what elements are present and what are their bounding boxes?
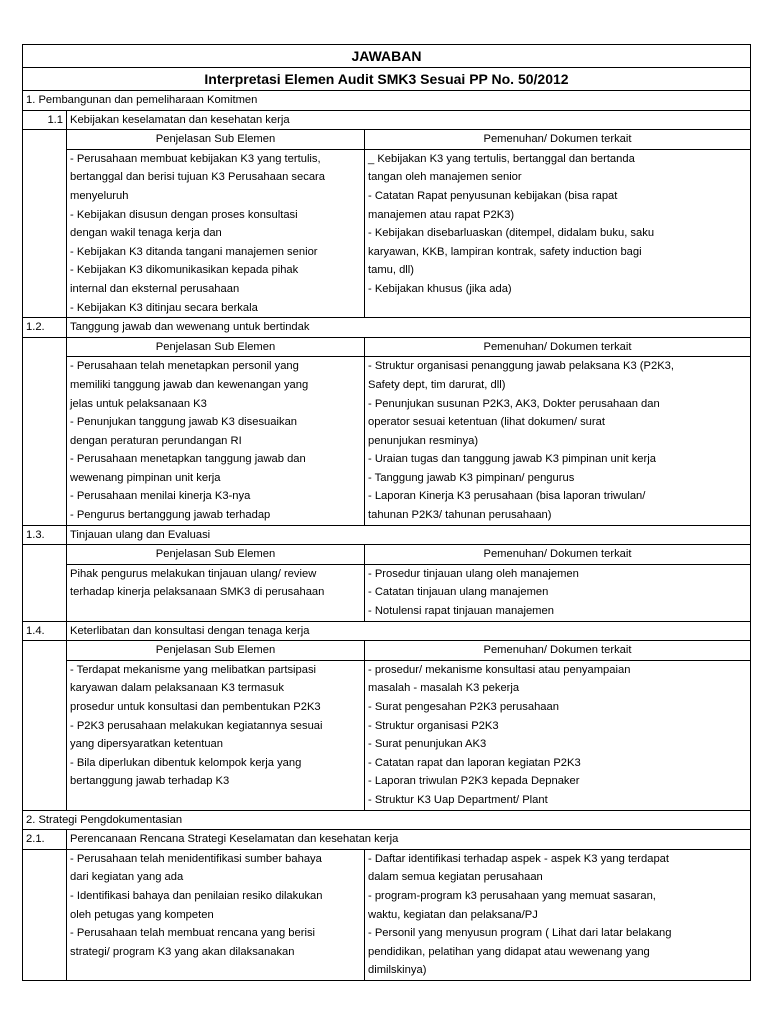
text-line: - Perusahaan membuat kebijakan K3 yang tertulis, <box>70 152 321 165</box>
text-line: - Surat pengesahan P2K3 perusahaan <box>368 701 559 713</box>
pemenuhan-cell <box>365 564 751 621</box>
sub-number: 2.1. <box>23 830 67 850</box>
col-header-pemenuhan: Pemenuhan/ Dokumen terkait <box>365 130 751 150</box>
text-line: tamu, dll) <box>368 264 415 277</box>
penjelasan-cell <box>67 149 365 317</box>
spacer-cell <box>23 337 67 525</box>
text-line: - Prosedur tinjauan ulang oleh manajemen <box>368 567 579 580</box>
text-line: - Perusahaan menilai kinerja K3-nya <box>70 490 251 503</box>
text-line: pendidikan, pelatihan yang didapat atau wewenang yang <box>368 945 650 958</box>
sub-number: 1.2. <box>23 318 67 338</box>
text-line: Safety dept, tim darurat, dll) <box>368 378 506 391</box>
pemenuhan-cell <box>365 357 751 525</box>
spacer-cell <box>23 641 67 810</box>
text-line: penunjukan resminya) <box>368 434 479 447</box>
section-title: 1. Pembangunan dan pemeliharaan Komitmen <box>23 91 751 111</box>
text-line: tahunan P2K3/ tahunan perusahaan) <box>368 509 552 522</box>
text-line: strategi/ program K3 yang akan dilaksanakan <box>70 945 295 958</box>
text-line: - Penunjukan susunan P2K3, AK3, Dokter perusahaan dan <box>368 397 660 410</box>
text-line: - Tanggung jawab K3 pimpinan/ pengurus <box>368 471 575 484</box>
text-line: jelas untuk pelaksanaan K3 <box>70 397 207 410</box>
penjelasan-cell <box>67 564 365 621</box>
sub-title: Kebijakan keselamatan dan kesehatan kerja <box>67 110 751 130</box>
text-line: dengan peraturan perundangan RI <box>70 434 242 447</box>
audit-table <box>22 44 751 981</box>
text-line: internal dan eksternal perusahaan <box>70 282 240 295</box>
sub-title: Tinjauan ulang dan Evaluasi <box>67 525 751 545</box>
col-header-pemenuhan: Pemenuhan/ Dokumen terkait <box>365 337 751 357</box>
text-line: dalam semua kegiatan perusahaan <box>368 871 543 884</box>
text-line: - Struktur organisasi P2K3 <box>368 719 499 732</box>
text-line: - Daftar identifikasi terhadap aspek - aspek K3 yang terdapat <box>368 852 669 865</box>
text-line: - Perusahaan telah membuat rencana yang berisi <box>70 927 316 940</box>
text-line: - Identifikasi bahaya dan penilaian resiko dilakukan <box>70 889 323 902</box>
text-line: - P2K3 perusahaan melakukan kegiatannya sesuai <box>70 719 323 732</box>
text-line: - Uraian tugas dan tanggung jawab K3 pimpinan unit kerja <box>368 453 656 466</box>
text-line: - program-program k3 perusahaan yang memuat sasaran, <box>368 889 656 902</box>
text-line: - Terdapat mekanisme yang melibatkan partsipasi <box>70 663 317 676</box>
col-header-penjelasan: Penjelasan Sub Elemen <box>67 545 365 565</box>
text-line: - Laporan Kinerja K3 perusahaan (bisa laporan triwulan/ <box>368 490 646 503</box>
text-line: bertanggal dan berisi tujuan K3 Perusahaan secara <box>70 171 326 184</box>
col-header-penjelasan: Penjelasan Sub Elemen <box>67 130 365 150</box>
text-line: - Struktur K3 Uap Department/ Plant <box>368 793 548 806</box>
text-line: - Kebijakan K3 dikomunikasikan kepada pihak <box>70 264 299 277</box>
section-title: 2. Strategi Pengdokumentasian <box>23 810 751 830</box>
text-line: oleh petugas yang kompeten <box>70 908 214 921</box>
col-header-pemenuhan: Pemenuhan/ Dokumen terkait <box>365 545 751 565</box>
text-line: - Kebijakan K3 ditanda tangani manajemen senior <box>70 245 318 258</box>
col-header-penjelasan: Penjelasan Sub Elemen <box>67 337 365 357</box>
text-line: memiliki tanggung jawab dan kewenangan yang <box>70 378 309 391</box>
pemenuhan-cell <box>365 660 751 810</box>
text-line: - Laporan triwulan P2K3 kepada Depnaker <box>368 775 580 788</box>
pemenuhan-cell <box>365 849 751 980</box>
spacer-cell <box>23 545 67 621</box>
text-line: operator sesuai ketentuan (lihat dokumen/ surat <box>368 416 605 429</box>
text-line: - Catatan rapat dan laporan kegiatan P2K3 <box>368 756 581 769</box>
text-line: dari kegiatan yang ada <box>70 871 184 884</box>
audit-document <box>22 44 750 981</box>
doc-subtitle: Interpretasi Elemen Audit SMK3 Sesuai PP No. 50/2012 <box>23 68 751 91</box>
text-line: dengan wakil tenaga kerja dan <box>70 227 222 240</box>
penjelasan-cell <box>67 660 365 810</box>
spacer-cell <box>23 130 67 318</box>
text-line: - Notulensi rapat tinjauan manajemen <box>368 605 554 618</box>
text-line: wewenang pimpinan unit kerja <box>70 471 221 484</box>
text-line: - Pengurus bertanggung jawab terhadap <box>70 509 271 522</box>
doc-title: JAWABAN <box>23 45 751 68</box>
text-line: _ Kebijakan K3 yang tertulis, bertanggal dan bertanda <box>368 152 635 165</box>
text-line: prosedur untuk konsultasi dan pembentukan P2K3 <box>70 701 321 713</box>
pemenuhan-cell <box>365 149 751 317</box>
col-header-pemenuhan: Pemenuhan/ Dokumen terkait <box>365 641 751 661</box>
text-line: - Surat penunjukan AK3 <box>368 738 487 751</box>
sub-title: Perencanaan Rencana Strategi Keselamatan dan kesehatan kerja <box>67 830 751 850</box>
penjelasan-cell <box>67 357 365 525</box>
text-line: - Personil yang menyusun program ( Lihat dari latar belakang <box>368 927 672 940</box>
sub-title: Keterlibatan dan konsultasi dengan tenaga kerja <box>67 621 751 641</box>
penjelasan-cell <box>67 849 365 980</box>
text-line: - Catatan Rapat penyusunan kebijakan (bisa rapat <box>368 189 618 202</box>
text-line: manajemen atau rapat P2K3) <box>368 208 515 221</box>
text-line: masalah - masalah K3 pekerja <box>368 682 520 695</box>
text-line: yang dipersyaratkan ketentuan <box>70 738 223 751</box>
text-line: - Bila diperlukan dibentuk kelompok kerja yang <box>70 756 302 769</box>
text-line: menyeluruh <box>70 189 129 202</box>
text-line: dimilskinya) <box>368 964 427 977</box>
text-line: - Catatan tinjauan ulang manajemen <box>368 586 549 599</box>
text-line: bertanggung jawab terhadap K3 <box>70 775 230 788</box>
text-line: karyawan dalam pelaksanaan K3 termasuk <box>70 682 284 695</box>
col-header-penjelasan: Penjelasan Sub Elemen <box>67 641 365 661</box>
text-line: - Perusahaan telah menidentifikasi sumber bahaya <box>70 852 322 865</box>
text-line: tangan oleh manajemen senior <box>368 171 522 184</box>
text-line: - Kebijakan disusun dengan proses konsultasi <box>70 208 298 221</box>
text-line: - Perusahaan menetapkan tanggung jawab dan <box>70 453 306 466</box>
sub-number: 1.3. <box>23 525 67 545</box>
text-line: - Kebijakan khusus (jika ada) <box>368 282 512 295</box>
sub-title: Tanggung jawab dan wewenang untuk bertindak <box>67 318 751 338</box>
text-line: - Struktur organisasi penanggung jawab pelaksana K3 (P2K3, <box>368 360 674 373</box>
text-line: - Kebijakan K3 ditinjau secara berkala <box>70 301 258 314</box>
spacer-cell <box>23 849 67 980</box>
text-line: - Kebijakan disebarluaskan (ditempel, didalam buku, saku <box>368 227 655 240</box>
text-line: - prosedur/ mekanisme konsultasi atau penyampaian <box>368 663 631 676</box>
text-line: - Penunjukan tanggung jawab K3 disesuaikan <box>70 416 298 429</box>
text-line: - Perusahaan telah menetapkan personil yang <box>70 360 299 373</box>
text-line: Pihak pengurus melakukan tinjauan ulang/ review <box>70 567 317 580</box>
text-line: terhadap kinerja pelaksanaan SMK3 di perusahaan <box>70 586 325 599</box>
text-line: karyawan, KKB, lampiran kontrak, safety induction bagi <box>368 245 642 258</box>
sub-number: 1.4. <box>23 621 67 641</box>
text-line: waktu, kegiatan dan pelaksana/PJ <box>368 908 538 921</box>
sub-number: 1.1 <box>23 110 67 130</box>
